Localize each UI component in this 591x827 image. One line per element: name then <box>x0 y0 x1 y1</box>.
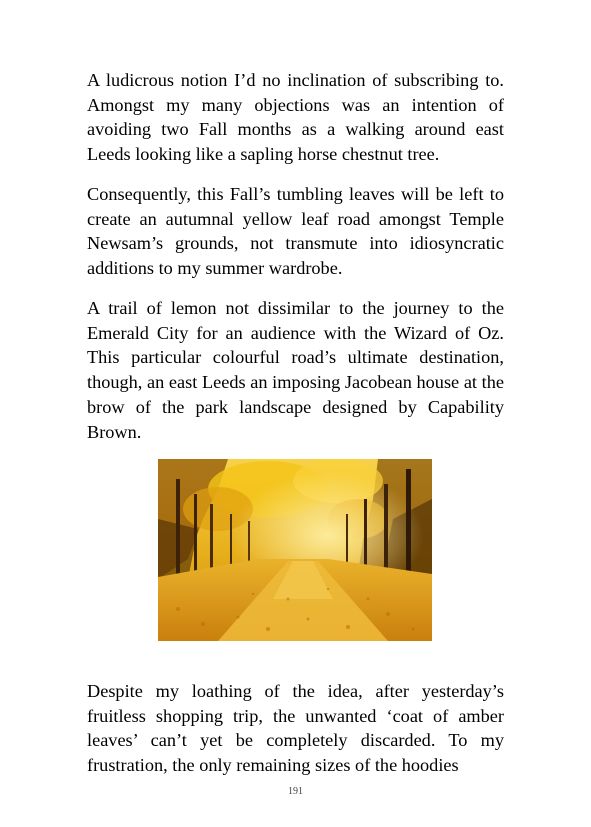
page-number: 191 <box>288 786 303 797</box>
paragraph-4: Despite my loathing of the idea, after yesterday’s fruitless shopping trip, the unwanted ‘coat of amber leaves’ can’t yet be completely discarded. To my frustration, the only remaining sizes of the hoodies <box>87 681 504 776</box>
autumn-leaf-road-photo <box>158 459 432 641</box>
paragraph-1: A ludicrous notion I’d no inclination of subscribing to. Amongst my many objections was an intention of avoiding two Fall months as a walking around east Leeds looking like a sapling horse chestnut tree. <box>87 70 504 165</box>
paragraph-2: Consequently, this Fall’s tumbling leaves will be left to create an autumnal yellow leaf road amongst Temple Newsam’s grounds, not transmute into idiosyncratic additions to my summer wardrobe. <box>87 184 504 279</box>
paragraph-3: A trail of lemon not dissimilar to the journey to the Emerald City for an audience with the Wizard of Oz. This particular colourful road’s ultimate destination, though, an east Leeds an imposing Jacobean house at the brow of the park landscape designed by Capability Brown. <box>87 298 504 442</box>
